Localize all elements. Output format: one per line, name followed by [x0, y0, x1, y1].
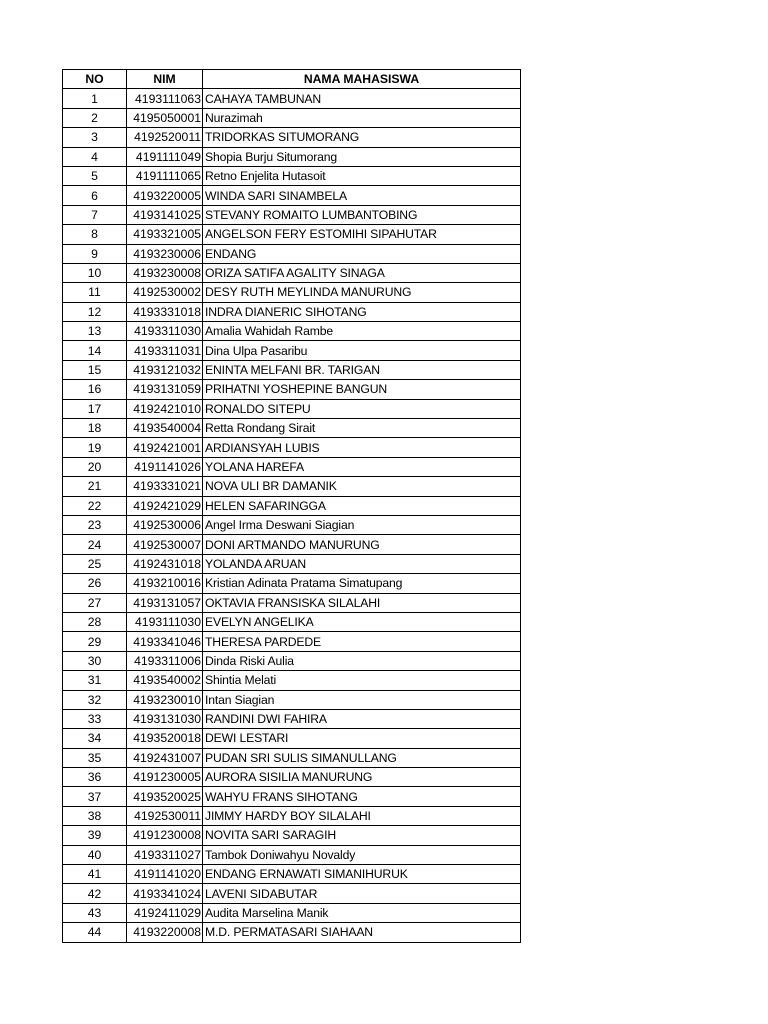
row-number-cell: 7 — [63, 205, 127, 224]
table-body — [63, 89, 521, 942]
row-number-cell: 40 — [63, 845, 127, 864]
row-number-cell: 18 — [63, 419, 127, 438]
nim-cell: 4193331021 — [127, 477, 203, 496]
table-row — [63, 845, 521, 864]
row-number-cell: 27 — [63, 593, 127, 612]
student-name-cell: EVELYN ANGELIKA — [203, 612, 521, 631]
nim-cell: 4193341024 — [127, 884, 203, 903]
table-row — [63, 147, 521, 166]
row-number-cell: 13 — [63, 322, 127, 341]
table-row — [63, 283, 521, 302]
nim-cell: 4192530011 — [127, 806, 203, 825]
row-number-cell: 23 — [63, 515, 127, 534]
student-name-cell: WAHYU FRANS SIHOTANG — [203, 787, 521, 806]
row-number-cell: 36 — [63, 768, 127, 787]
student-name-cell: STEVANY ROMAITO LUMBANTOBING — [203, 205, 521, 224]
student-name-cell: ENINTA MELFANI BR. TARIGAN — [203, 360, 521, 379]
table-row — [63, 128, 521, 147]
student-name-cell: Angel Irma Deswani Siagian — [203, 515, 521, 534]
table-row — [63, 205, 521, 224]
nim-cell: 4191141026 — [127, 457, 203, 476]
row-number-cell: 3 — [63, 128, 127, 147]
student-name-cell: Retta Rondang Sirait — [203, 419, 521, 438]
row-number-cell: 32 — [63, 690, 127, 709]
student-name-cell: ARDIANSYAH LUBIS — [203, 438, 521, 457]
nim-cell: 4192530002 — [127, 283, 203, 302]
row-number-cell: 5 — [63, 166, 127, 185]
nim-cell: 4193230006 — [127, 244, 203, 263]
nim-cell: 4193141025 — [127, 205, 203, 224]
table-row — [63, 263, 521, 282]
student-name-cell: WINDA SARI SINAMBELA — [203, 186, 521, 205]
nim-cell: 4193311031 — [127, 341, 203, 360]
row-number-cell: 43 — [63, 903, 127, 922]
nim-cell: 4193321005 — [127, 225, 203, 244]
table-row — [63, 709, 521, 728]
student-name-cell: YOLANDA ARUAN — [203, 554, 521, 573]
nim-cell: 4192411029 — [127, 903, 203, 922]
student-name-cell: LAVENI SIDABUTAR — [203, 884, 521, 903]
table-row — [63, 225, 521, 244]
table-row — [63, 806, 521, 825]
nim-cell: 4193230008 — [127, 263, 203, 282]
student-name-cell: INDRA DIANERIC SIHOTANG — [203, 302, 521, 321]
nim-cell: 4192421010 — [127, 399, 203, 418]
table-row — [63, 535, 521, 554]
student-name-cell: DONI ARTMANDO MANURUNG — [203, 535, 521, 554]
nim-cell: 4192421001 — [127, 438, 203, 457]
nim-cell: 4193220005 — [127, 186, 203, 205]
nim-cell: 4192530007 — [127, 535, 203, 554]
row-number-cell: 17 — [63, 399, 127, 418]
student-name-cell: ENDANG ERNAWATI SIMANIHURUK — [203, 865, 521, 884]
student-name-cell: Audita Marselina Manik — [203, 903, 521, 922]
nim-cell: 4193540004 — [127, 419, 203, 438]
student-name-cell: AURORA SISILIA MANURUNG — [203, 768, 521, 787]
table-row — [63, 438, 521, 457]
table-row — [63, 244, 521, 263]
table-row — [63, 457, 521, 476]
table-row — [63, 671, 521, 690]
nim-cell: 4192421029 — [127, 496, 203, 515]
table-row — [63, 768, 521, 787]
student-name-cell: RANDINI DWI FAHIRA — [203, 709, 521, 728]
student-name-cell: OKTAVIA FRANSISKA SILALAHI — [203, 593, 521, 612]
student-name-cell: JIMMY HARDY BOY SILALAHI — [203, 806, 521, 825]
table-row — [63, 690, 521, 709]
table-row — [63, 89, 521, 108]
table-row — [63, 496, 521, 515]
row-number-cell: 20 — [63, 457, 127, 476]
student-name-cell: Tambok Doniwahyu Novaldy — [203, 845, 521, 864]
row-number-cell: 44 — [63, 923, 127, 942]
student-name-cell: THERESA PARDEDE — [203, 632, 521, 651]
nim-cell: 4191111065 — [127, 166, 203, 185]
row-number-cell: 10 — [63, 263, 127, 282]
table-row — [63, 729, 521, 748]
row-number-cell: 26 — [63, 574, 127, 593]
table-row — [63, 380, 521, 399]
table-row — [63, 826, 521, 845]
table-row — [63, 554, 521, 573]
nim-cell: 4192530006 — [127, 515, 203, 534]
row-number-cell: 21 — [63, 477, 127, 496]
row-number-cell: 19 — [63, 438, 127, 457]
row-number-cell: 15 — [63, 360, 127, 379]
table-row — [63, 477, 521, 496]
table-row — [63, 108, 521, 127]
nim-cell: 4193210016 — [127, 574, 203, 593]
row-number-cell: 16 — [63, 380, 127, 399]
nim-cell: 4191230005 — [127, 768, 203, 787]
student-name-cell: PRIHATNI YOSHEPINE BANGUN — [203, 380, 521, 399]
table-row — [63, 341, 521, 360]
table-row — [63, 651, 521, 670]
nim-cell: 4193121032 — [127, 360, 203, 379]
nim-cell: 4193311030 — [127, 322, 203, 341]
row-number-cell: 24 — [63, 535, 127, 554]
row-number-cell: 41 — [63, 865, 127, 884]
student-name-cell: ORIZA SATIFA AGALITY SINAGA — [203, 263, 521, 282]
table-row — [63, 593, 521, 612]
student-name-cell: Amalia Wahidah Rambe — [203, 322, 521, 341]
nim-cell: 4193111063 — [127, 89, 203, 108]
row-number-cell: 33 — [63, 709, 127, 728]
student-name-cell: PUDAN SRI SULIS SIMANULLANG — [203, 748, 521, 767]
row-number-cell: 38 — [63, 806, 127, 825]
row-number-cell: 2 — [63, 108, 127, 127]
nim-cell: 4193131057 — [127, 593, 203, 612]
nim-cell: 4191141020 — [127, 865, 203, 884]
table-header-row — [63, 70, 521, 89]
student-name-cell: Nurazimah — [203, 108, 521, 127]
student-name-cell: Shintia Melati — [203, 671, 521, 690]
table-row — [63, 903, 521, 922]
table-row — [63, 186, 521, 205]
student-name-cell: Dinda Riski Aulia — [203, 651, 521, 670]
nim-cell: 4191111049 — [127, 147, 203, 166]
nim-cell: 4193540002 — [127, 671, 203, 690]
nim-cell: 4195050001 — [127, 108, 203, 127]
student-name-cell: DEWI LESTARI — [203, 729, 521, 748]
nim-cell: 4193331018 — [127, 302, 203, 321]
table-row — [63, 419, 521, 438]
table-row — [63, 515, 521, 534]
nim-cell: 4193131030 — [127, 709, 203, 728]
nim-cell: 4193341046 — [127, 632, 203, 651]
table-row — [63, 865, 521, 884]
row-number-cell: 12 — [63, 302, 127, 321]
student-name-cell: RONALDO SITEPU — [203, 399, 521, 418]
table-row — [63, 884, 521, 903]
student-name-cell: Shopia Burju Situmorang — [203, 147, 521, 166]
row-number-cell: 9 — [63, 244, 127, 263]
student-name-cell: HELEN SAFARINGGA — [203, 496, 521, 515]
row-number-cell: 14 — [63, 341, 127, 360]
row-number-cell: 31 — [63, 671, 127, 690]
nim-cell: 4193311027 — [127, 845, 203, 864]
row-number-cell: 25 — [63, 554, 127, 573]
nim-cell: 4193230010 — [127, 690, 203, 709]
student-name-cell: Dina Ulpa Pasaribu — [203, 341, 521, 360]
student-name-cell: NOVA ULI BR DAMANIK — [203, 477, 521, 496]
table-row — [63, 632, 521, 651]
student-name-cell: Kristian Adinata Pratama Simatupang — [203, 574, 521, 593]
student-name-cell: CAHAYA TAMBUNAN — [203, 89, 521, 108]
nim-cell: 4193220008 — [127, 923, 203, 942]
student-name-cell: Intan Siagian — [203, 690, 521, 709]
table-row — [63, 923, 521, 942]
table-row — [63, 166, 521, 185]
row-number-cell: 1 — [63, 89, 127, 108]
table-row — [63, 748, 521, 767]
row-number-cell: 35 — [63, 748, 127, 767]
row-number-cell: 28 — [63, 612, 127, 631]
row-number-cell: 8 — [63, 225, 127, 244]
nim-cell: 4192431007 — [127, 748, 203, 767]
column-header-no: NO — [63, 70, 127, 89]
row-number-cell: 37 — [63, 787, 127, 806]
nim-cell: 4191230008 — [127, 826, 203, 845]
row-number-cell: 6 — [63, 186, 127, 205]
row-number-cell: 11 — [63, 283, 127, 302]
column-header-name: NAMA MAHASISWA — [203, 70, 521, 89]
student-name-cell: ENDANG — [203, 244, 521, 263]
student-name-cell: DESY RUTH MEYLINDA MANURUNG — [203, 283, 521, 302]
student-name-cell: TRIDORKAS SITUMORANG — [203, 128, 521, 147]
row-number-cell: 39 — [63, 826, 127, 845]
table-row — [63, 787, 521, 806]
nim-cell: 4193520025 — [127, 787, 203, 806]
nim-cell: 4192520011 — [127, 128, 203, 147]
row-number-cell: 30 — [63, 651, 127, 670]
row-number-cell: 42 — [63, 884, 127, 903]
student-list-table — [62, 69, 521, 943]
row-number-cell: 4 — [63, 147, 127, 166]
table-row — [63, 360, 521, 379]
nim-cell: 4193311006 — [127, 651, 203, 670]
table-row — [63, 302, 521, 321]
student-name-cell: NOVITA SARI SARAGIH — [203, 826, 521, 845]
nim-cell: 4193111030 — [127, 612, 203, 631]
row-number-cell: 22 — [63, 496, 127, 515]
table-row — [63, 399, 521, 418]
nim-cell: 4193131059 — [127, 380, 203, 399]
student-name-cell: M.D. PERMATASARI SIAHAAN — [203, 923, 521, 942]
student-name-cell: Retno Enjelita Hutasoit — [203, 166, 521, 185]
table-row — [63, 322, 521, 341]
row-number-cell: 29 — [63, 632, 127, 651]
table-row — [63, 612, 521, 631]
nim-cell: 4192431018 — [127, 554, 203, 573]
table-row — [63, 574, 521, 593]
row-number-cell: 34 — [63, 729, 127, 748]
column-header-nim: NIM — [127, 70, 203, 89]
nim-cell: 4193520018 — [127, 729, 203, 748]
student-name-cell: ANGELSON FERY ESTOMIHI SIPAHUTAR — [203, 225, 521, 244]
student-name-cell: YOLANA HAREFA — [203, 457, 521, 476]
